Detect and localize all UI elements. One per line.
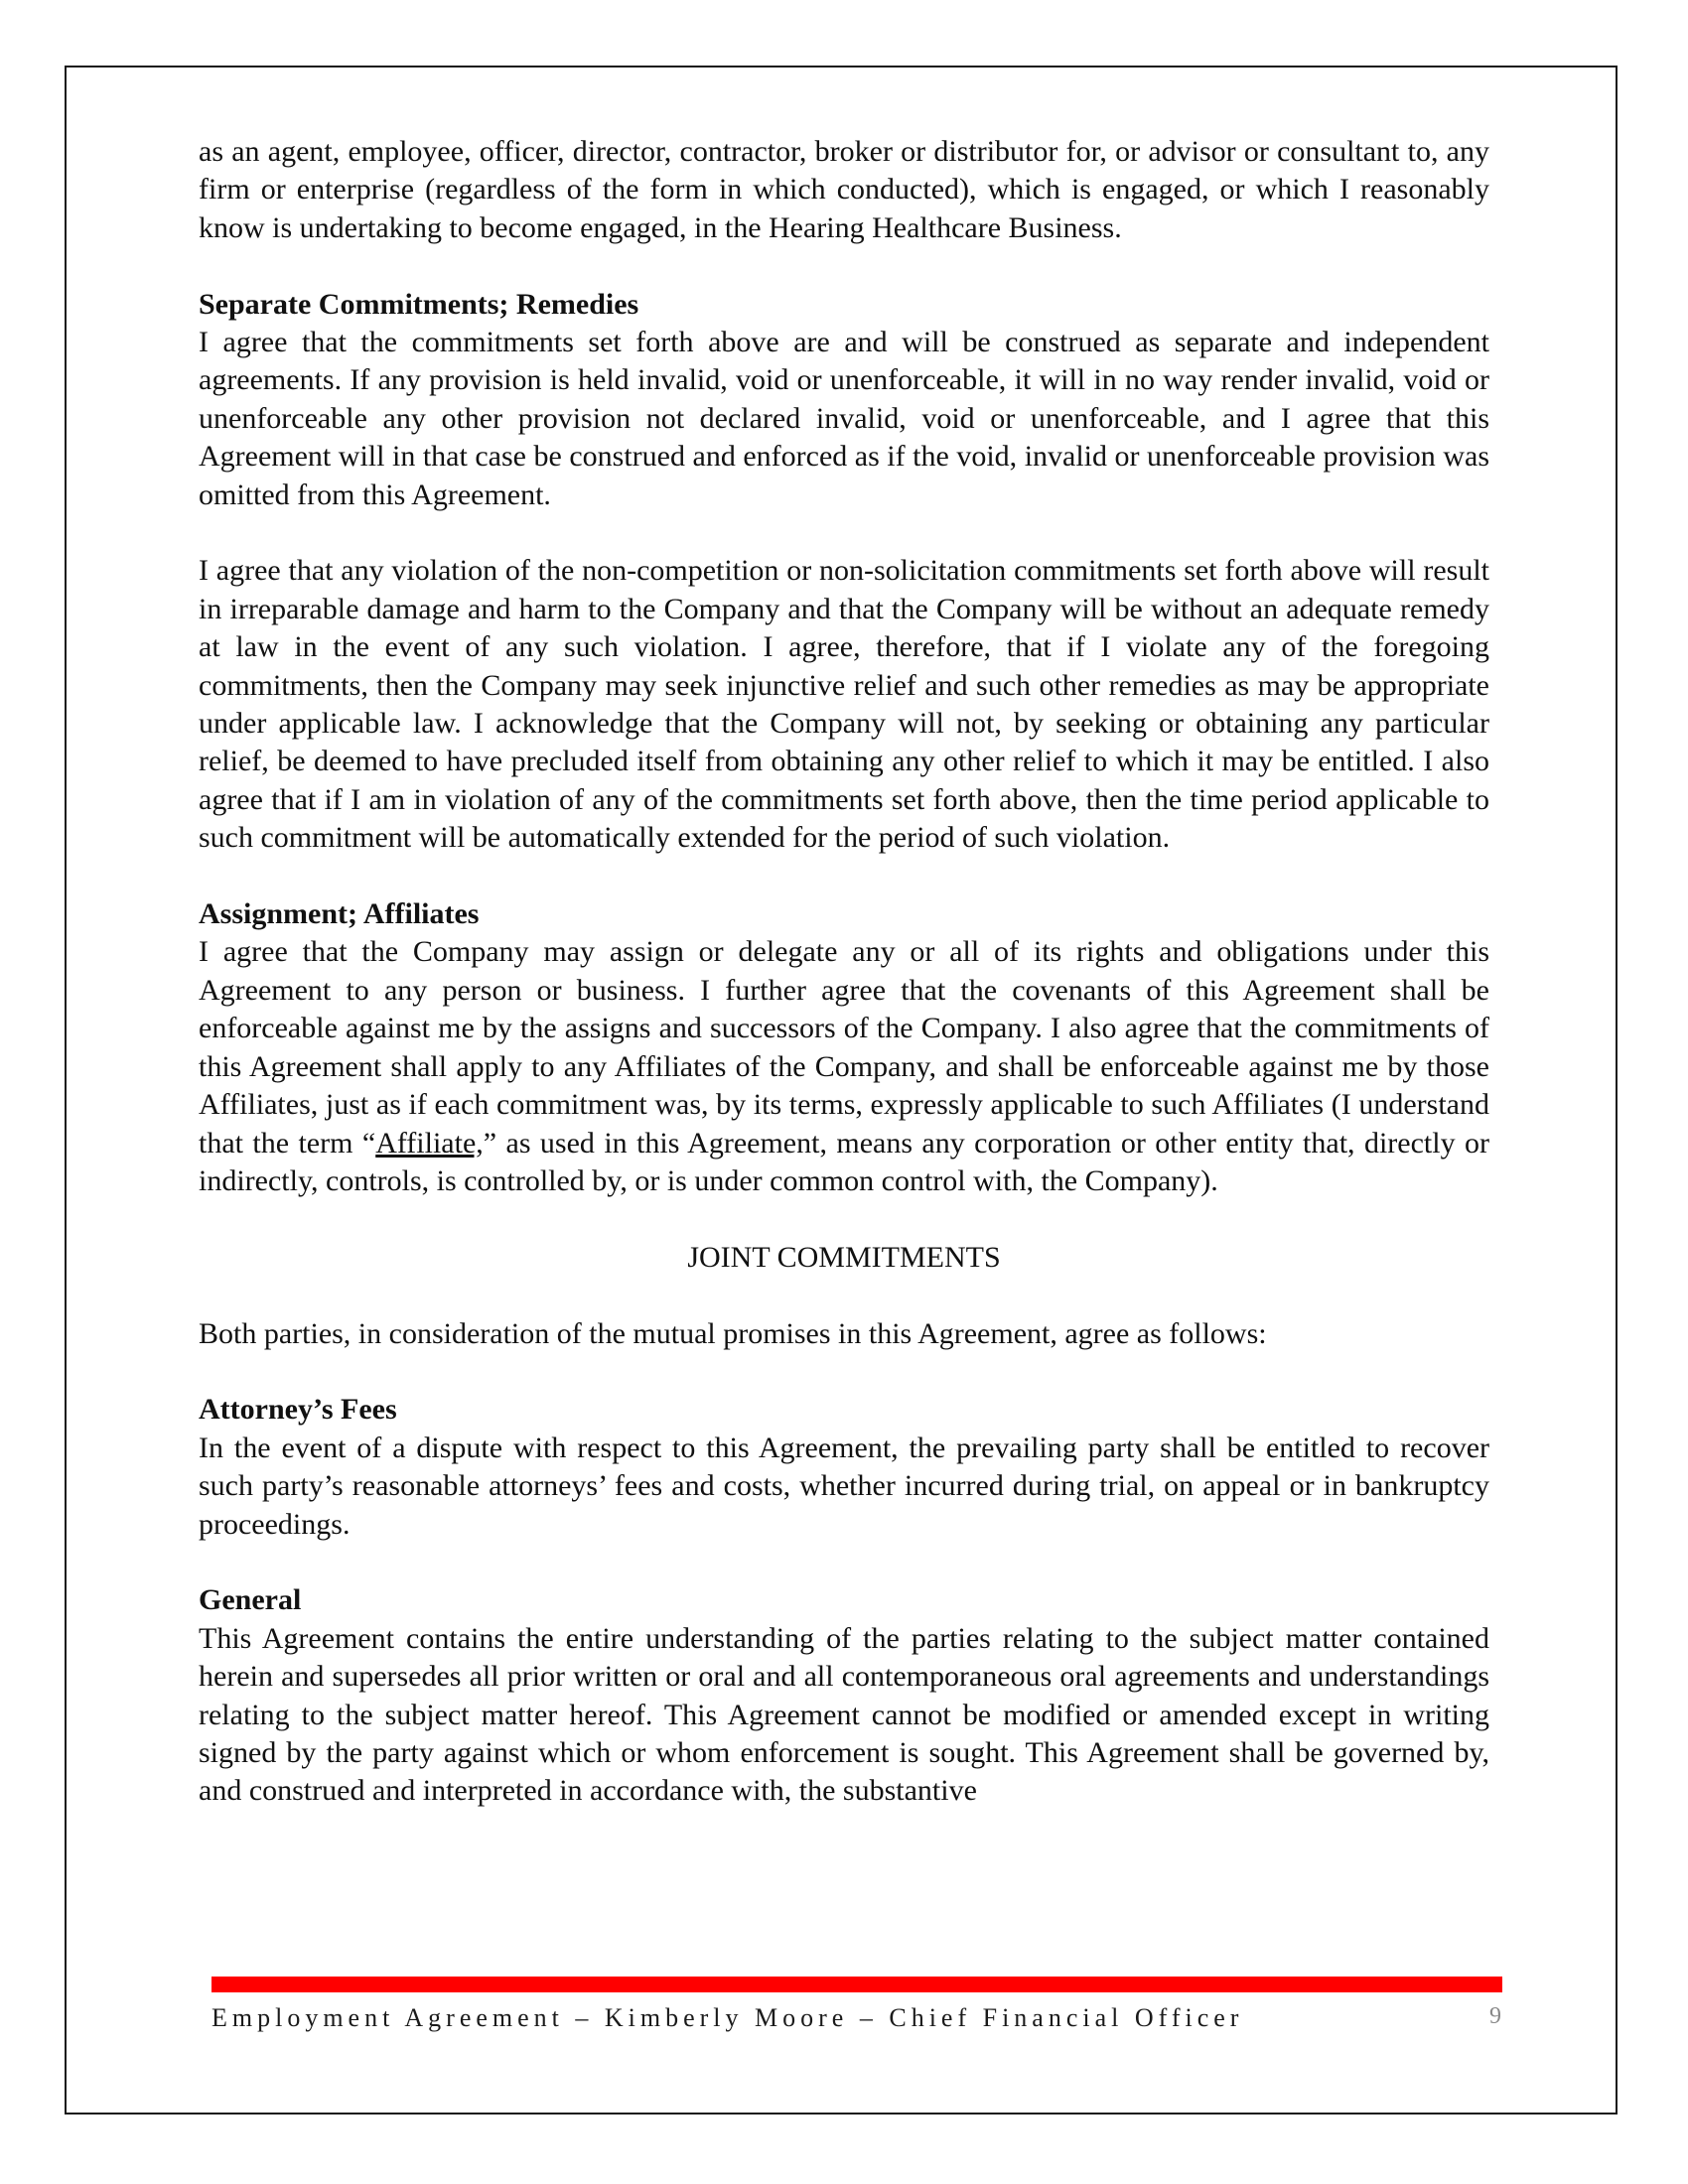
- footer-title: Employment Agreement – Kimberly Moore – Chief Financial Officer: [211, 2003, 1244, 2032]
- spacer: [199, 1544, 1489, 1581]
- page-number: 9: [1489, 2003, 1501, 2029]
- document-body: [199, 133, 1489, 1811]
- separate-commitments-paragraph: I agree that the commitments set forth above are and will be construed as separate and independent agreements. If any provision is held invalid, void or unenforceable, it will in no way render invalid, void or unenforceable any other provision not declared invalid, void or unenforceable, and I agree that this Agreement will in that case be construed and enforced as if the void, invalid or unenforceable provision was omitted from this Agreement.: [199, 326, 1489, 511]
- affiliate-term: Affiliate,: [375, 1126, 484, 1160]
- spacer: [199, 858, 1489, 895]
- joint-commitments-heading: JOINT COMMITMENTS: [687, 1240, 1001, 1274]
- spacer: [199, 514, 1489, 552]
- spacer: [199, 1277, 1489, 1314]
- joint-commitments-paragraph: Both parties, in consideration of the mutual promises in this Agreement, agree as follows:: [199, 1316, 1267, 1350]
- assignment-heading: Assignment; Affiliates: [199, 897, 480, 931]
- continuation-paragraph: as an agent, employee, officer, director, contractor, broker or distributor for, or advisor or consultant to, any firm or enterprise (regardless of the form in which conducted), which is engaged, or which I reasonably know is undertaking to become engaged, in the Hearing Healthcare Business.: [199, 135, 1489, 244]
- spacer: [199, 247, 1489, 285]
- assignment-text-after: ” as used in this Agreement, means any corporation or other entity that, directly or indirectly, controls, is controlled by, or is under common control with, the Company).: [199, 1126, 1489, 1197]
- general-paragraph: This Agreement contains the entire understanding of the parties relating to the subject matter contained herein and supersedes all prior written or oral and all contemporaneous oral agreements and understandings relating to the subject matter hereof. This Agreement cannot be modified or amended except in writing signed by the party against which or whom enforcement is sought. This Agreement shall be governed by, and construed and interpreted in accordance with, the substantive: [199, 1621, 1489, 1808]
- assignment-paragraph: [199, 933, 1489, 1200]
- spacer: [199, 1200, 1489, 1238]
- footer-rule: [211, 1977, 1502, 1992]
- general-heading: General: [199, 1583, 302, 1617]
- spacer: [199, 1353, 1489, 1391]
- remedies-paragraph: I agree that any violation of the non-competition or non-solicitation commitments set forth above will result in irreparable damage and harm to the Company and that the Company will be without an adequate remedy at law in the event of any such violation. I agree, therefore, that if I violate any of the foregoing commitments, then the Company may seek injunctive relief and such other remedies as may be appropriate under applicable law. I acknowledge that the Company will not, by seeking or obtaining any particular relief, be deemed to have precluded itself from obtaining any other relief to which it may be entitled. I also agree that if I am in violation of any of the commitments set forth above, then the time period applicable to such commitment will be automatically extended for the period of such violation.: [199, 554, 1489, 855]
- attorneys-fees-heading: Attorney’s Fees: [199, 1393, 397, 1427]
- assignment-text-before: I agree that the Company may assign or delegate any or all of its rights and obligations under this Agreement to any person or business. I further agree that the covenants of this Agreement shall be enforceable against me by the assigns and successors of the Company. I also agree that the commitments of this Agreement shall apply to any Affiliates of the Company, and shall be enforceable against me by those Affiliates, just as if each commitment was, by its terms, expressly applicable to such Affiliates (I understand that the term “: [199, 935, 1489, 1160]
- separate-commitments-heading: Separate Commitments; Remedies: [199, 287, 639, 321]
- attorneys-fees-paragraph: In the event of a dispute with respect to this Agreement, the prevailing party shall be entitled to recover such party’s reasonable attorneys’ fees and costs, whether incurred during trial, on appeal or in bankruptcy proceedings.: [199, 1431, 1489, 1541]
